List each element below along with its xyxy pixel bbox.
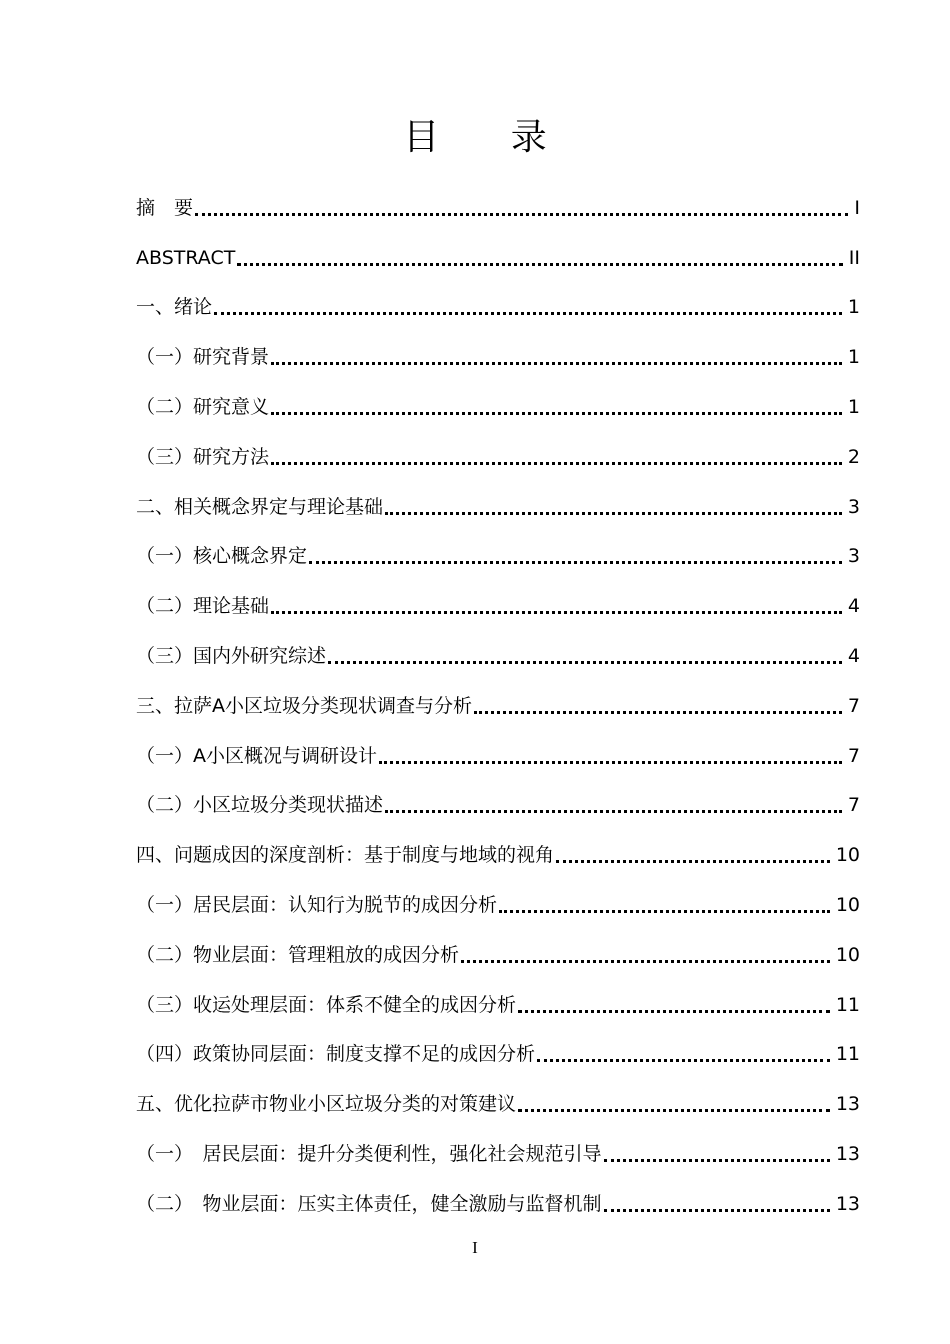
toc-entry-label: （三）收运处理层面：体系不健全的成因分析 bbox=[136, 993, 517, 1016]
toc-entry-label: （一）居民层面：认知行为脱节的成因分析 bbox=[136, 893, 498, 916]
toc-dot-leader bbox=[195, 213, 848, 216]
toc-entry-page: 7 bbox=[847, 694, 860, 717]
toc-dot-leader bbox=[271, 362, 842, 365]
toc-dot-leader bbox=[237, 263, 842, 266]
toc-entry-section-3-1[interactable] bbox=[136, 722, 860, 772]
toc-entry-section-1-3[interactable] bbox=[136, 423, 860, 473]
toc-dot-leader bbox=[214, 312, 842, 315]
toc-dot-leader bbox=[556, 860, 830, 863]
toc-entry-page: 4 bbox=[847, 644, 860, 667]
toc-entry-section-1-1[interactable] bbox=[136, 323, 860, 373]
toc-entry-chapter-5[interactable] bbox=[136, 1070, 860, 1120]
toc-entry-page: 11 bbox=[835, 1043, 860, 1066]
toc-entry-label: （二）理论基础 bbox=[136, 595, 270, 618]
toc-entry-chapter-3[interactable] bbox=[136, 672, 860, 722]
page-title: 目 录 bbox=[403, 117, 577, 158]
toc-entry-page: 1 bbox=[847, 346, 860, 369]
toc-dot-leader bbox=[271, 611, 842, 614]
toc-entry-label: 四、问题成因的深度剖析：基于制度与地域的视角 bbox=[136, 844, 555, 867]
toc-dot-leader bbox=[379, 761, 842, 764]
toc-entry-label: 摘 要 bbox=[136, 196, 194, 219]
toc-entry-section-2-2[interactable] bbox=[136, 572, 860, 622]
toc-entry-section-4-1[interactable] bbox=[136, 871, 860, 921]
toc-dot-leader bbox=[518, 1109, 830, 1112]
toc-entry-label: （一）核心概念界定 bbox=[136, 545, 308, 568]
toc-entry-page: 10 bbox=[835, 893, 860, 916]
toc-entry-section-4-2[interactable] bbox=[136, 921, 860, 971]
toc-entry-page: 11 bbox=[835, 993, 860, 1016]
toc-entry-label: （一） 居民层面：提升分类便利性，强化社会规范引导 bbox=[136, 1142, 602, 1165]
toc-dot-leader bbox=[518, 1010, 830, 1013]
toc-dot-leader bbox=[271, 462, 842, 465]
toc-entry-chapter-2[interactable] bbox=[136, 473, 860, 523]
toc-dot-leader bbox=[385, 810, 842, 813]
toc-entry-page: 3 bbox=[847, 495, 860, 518]
toc-entry-page: I bbox=[854, 196, 860, 219]
toc-entry-label: （四）政策协同层面：制度支撑不足的成因分析 bbox=[136, 1043, 536, 1066]
toc-entry-section-3-2[interactable] bbox=[136, 772, 860, 822]
toc-entry-section-5-2[interactable] bbox=[136, 1170, 860, 1220]
toc-entry-label: 二、相关概念界定与理论基础 bbox=[136, 495, 384, 518]
toc-entry-page: 2 bbox=[847, 445, 860, 468]
table-of-contents bbox=[136, 174, 860, 1220]
toc-dot-leader bbox=[271, 412, 842, 415]
toc-entry-abstract-en[interactable] bbox=[136, 224, 860, 274]
toc-entry-page: 10 bbox=[835, 943, 860, 966]
toc-entry-section-2-1[interactable] bbox=[136, 523, 860, 573]
toc-entry-label: （二） 物业层面：压实主体责任，健全激励与监督机制 bbox=[136, 1192, 602, 1215]
toc-dot-leader bbox=[499, 910, 830, 913]
toc-entry-page: 7 bbox=[847, 744, 860, 767]
toc-entry-label: （二）小区垃圾分类现状描述 bbox=[136, 794, 384, 817]
toc-dot-leader bbox=[461, 960, 830, 963]
toc-entry-page: 1 bbox=[847, 296, 860, 319]
toc-entry-chapter-1[interactable] bbox=[136, 274, 860, 324]
toc-entry-page: 10 bbox=[835, 844, 860, 867]
toc-entry-page: 13 bbox=[835, 1093, 860, 1116]
toc-entry-label: （三）国内外研究综述 bbox=[136, 644, 327, 667]
toc-entry-label: （一）研究背景 bbox=[136, 346, 270, 369]
toc-entry-chapter-4[interactable] bbox=[136, 821, 860, 871]
toc-dot-leader bbox=[328, 661, 842, 664]
toc-entry-section-2-3[interactable] bbox=[136, 622, 860, 672]
toc-dot-leader bbox=[385, 512, 842, 515]
toc-dot-leader bbox=[537, 1059, 830, 1062]
toc-dot-leader bbox=[604, 1209, 830, 1212]
toc-entry-label: 一、绪论 bbox=[136, 296, 213, 319]
toc-entry-label: （二）物业层面：管理粗放的成因分析 bbox=[136, 943, 460, 966]
toc-entry-section-4-4[interactable] bbox=[136, 1021, 860, 1071]
toc-dot-leader bbox=[474, 711, 842, 714]
toc-entry-section-4-3[interactable] bbox=[136, 971, 860, 1021]
toc-entry-page: 4 bbox=[847, 595, 860, 618]
toc-entry-page: 1 bbox=[847, 395, 860, 418]
toc-entry-page: 13 bbox=[835, 1142, 860, 1165]
toc-entry-label: 五、优化拉萨市物业小区垃圾分类的对策建议 bbox=[136, 1093, 517, 1116]
toc-entry-label: 三、拉萨A小区垃圾分类现状调查与分析 bbox=[136, 694, 472, 717]
toc-dot-leader bbox=[309, 561, 842, 564]
toc-dot-leader bbox=[604, 1159, 830, 1162]
toc-entry-label: （三）研究方法 bbox=[136, 445, 270, 468]
toc-entry-abstract-cn[interactable] bbox=[136, 174, 860, 224]
toc-entry-section-1-2[interactable] bbox=[136, 373, 860, 423]
toc-entry-label: ABSTRACT bbox=[136, 246, 236, 269]
toc-entry-label: （一）A小区概况与调研设计 bbox=[136, 744, 377, 767]
toc-entry-page: 7 bbox=[847, 794, 860, 817]
toc-entry-page: II bbox=[848, 246, 860, 269]
toc-entry-page: 3 bbox=[847, 545, 860, 568]
toc-entry-section-5-1[interactable] bbox=[136, 1120, 860, 1170]
toc-entry-page: 13 bbox=[835, 1192, 860, 1215]
toc-entry-label: （二）研究意义 bbox=[136, 395, 270, 418]
footer-page-number: I bbox=[472, 1238, 478, 1257]
